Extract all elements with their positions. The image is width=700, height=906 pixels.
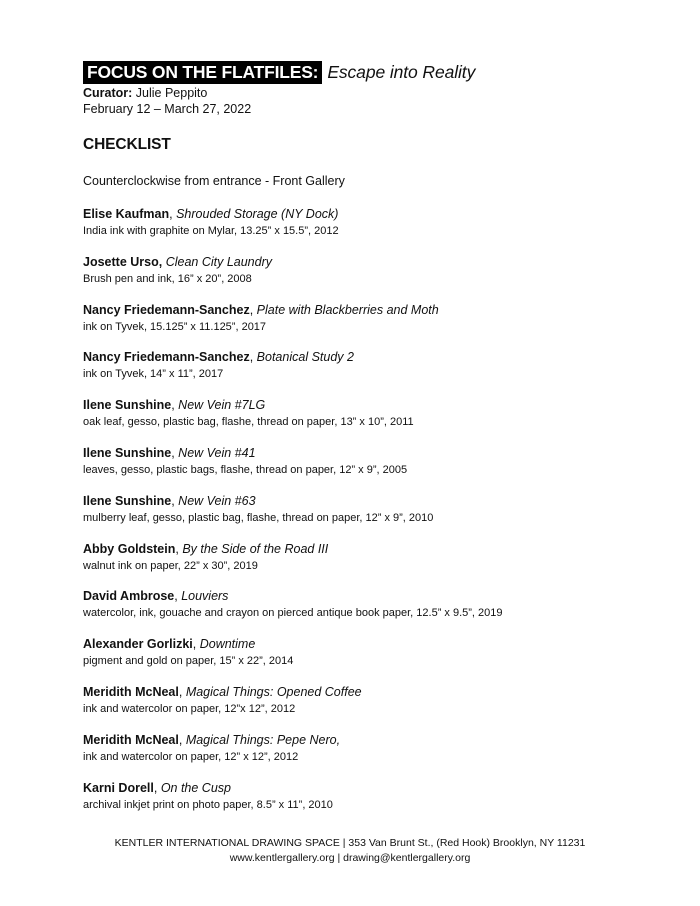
artwork-details: watercolor, ink, gouache and crayon on pierced antique book paper, 12.5” x 9.5”, 2019 xyxy=(83,607,503,619)
checklist-entry xyxy=(83,494,433,525)
artwork-details: mulberry leaf, gesso, plastic bag, flashe, thread on paper, 12” x 9”, 2010 xyxy=(83,512,434,524)
checklist-entry xyxy=(83,733,340,764)
entry-heading xyxy=(83,207,339,222)
separator: , xyxy=(171,446,179,460)
checklist-entry xyxy=(83,350,354,381)
separator: , xyxy=(169,207,177,221)
artwork-title: Plate with Blackberries and Moth xyxy=(256,303,439,317)
checklist-heading: CHECKLIST xyxy=(83,136,171,153)
entry-heading xyxy=(83,781,333,796)
separator: , xyxy=(192,637,200,651)
exhibition-subtitle: Escape into Reality xyxy=(327,62,476,82)
artist-name: Meridith McNeal xyxy=(83,685,179,699)
entry-heading xyxy=(83,446,407,461)
artist-name: Ilene Sunshine xyxy=(83,446,172,460)
entry-heading xyxy=(83,350,354,365)
separator: , xyxy=(249,303,257,317)
checklist-entry xyxy=(83,685,362,716)
artist-name: Abby Goldstein xyxy=(83,542,176,556)
exhibition-dates: February 12 – March 27, 2022 xyxy=(83,102,252,116)
entry-heading xyxy=(83,255,272,270)
footer-address: KENTLER INTERNATIONAL DRAWING SPACE | 353 Van Brunt St., (Red Hook) Brooklyn, NY 11231 xyxy=(114,837,586,849)
artwork-details: pigment and gold on paper, 15” x 22”, 2014 xyxy=(83,655,294,667)
separator: , xyxy=(171,398,179,412)
artist-name: Meridith McNeal xyxy=(83,733,179,747)
separator: , xyxy=(249,350,257,364)
website-link[interactable]: www.kentlergallery.org xyxy=(229,852,335,864)
curator-label: Curator: xyxy=(83,86,133,100)
entry-heading xyxy=(83,733,340,748)
artist-name: Alexander Gorlizki xyxy=(83,637,193,651)
separator: , xyxy=(174,589,182,603)
artwork-details: ink on Tyvek, 15.125” x 11.125”, 2017 xyxy=(83,321,267,333)
checklist-entry xyxy=(83,589,503,620)
artwork-details: archival inkjet print on photo paper, 8.5” x 11”, 2010 xyxy=(83,799,333,811)
artwork-title: Downtime xyxy=(199,637,256,651)
artist-name: David Ambrose xyxy=(83,589,175,603)
artist-name: Ilene Sunshine xyxy=(83,494,172,508)
artwork-title: By the Side of the Road III xyxy=(182,542,329,556)
exhibition-title-boxed: FOCUS ON THE FLATFILES: xyxy=(83,61,322,84)
artwork-title: New Vein #63 xyxy=(178,494,256,508)
artist-name: Nancy Friedemann-Sanchez xyxy=(83,350,250,364)
artwork-title: New Vein #7LG xyxy=(178,398,266,412)
artwork-title: New Vein #41 xyxy=(178,446,256,460)
checklist-entry xyxy=(83,207,339,238)
entry-heading xyxy=(83,589,503,604)
artwork-title: On the Cusp xyxy=(160,781,231,795)
separator: , xyxy=(178,685,186,699)
checklist-entry xyxy=(83,398,414,429)
entry-heading xyxy=(83,398,414,413)
checklist-entry xyxy=(83,303,439,334)
artwork-details: Brush pen and ink, 16” x 20”, 2008 xyxy=(83,273,252,285)
checklist-entry xyxy=(83,637,293,668)
entry-heading xyxy=(83,637,293,652)
separator: , xyxy=(153,781,161,795)
section-label: Counterclockwise from entrance - Front Gallery xyxy=(83,174,345,188)
artist-name: Nancy Friedemann-Sanchez xyxy=(83,303,250,317)
artwork-details: ink and watercolor on paper, 12”x 12”, 2012 xyxy=(83,703,296,715)
artwork-details: ink and watercolor on paper, 12” x 12”, 2012 xyxy=(83,751,299,763)
artwork-details: ink on Tyvek, 14” x 11”, 2017 xyxy=(83,368,224,380)
checklist-entry xyxy=(83,255,272,286)
artwork-title: Magical Things: Pepe Nero, xyxy=(185,733,341,747)
artwork-title: Clean City Laundry xyxy=(165,255,272,269)
artwork-details: India ink with graphite on Mylar, 13.25” x 15.5”, 2012 xyxy=(83,225,339,237)
artwork-details: oak leaf, gesso, plastic bag, flashe, thread on paper, 13” x 10”, 2011 xyxy=(83,416,414,428)
artist-name: Karni Dorell xyxy=(83,781,154,795)
email-link[interactable]: drawing@kentlergallery.org xyxy=(343,852,471,864)
entry-heading xyxy=(83,542,328,557)
artwork-title: Botanical Study 2 xyxy=(256,350,354,364)
checklist-entry xyxy=(83,542,328,573)
entry-heading xyxy=(83,303,439,318)
artwork-title: Louviers xyxy=(181,589,229,603)
artwork-title: Shrouded Storage (NY Dock) xyxy=(176,207,339,221)
separator: , xyxy=(178,733,186,747)
artist-name: Ilene Sunshine xyxy=(83,398,172,412)
entry-heading xyxy=(83,494,433,509)
curator-name: Julie Peppito xyxy=(132,86,208,100)
footer-contact xyxy=(0,852,700,865)
entry-heading xyxy=(83,685,362,700)
checklist-entry xyxy=(83,446,407,477)
artwork-details: walnut ink on paper, 22” x 30”, 2019 xyxy=(83,560,258,572)
artist-name: Elise Kaufman xyxy=(83,207,170,221)
separator: , xyxy=(175,542,183,556)
checklist-entry xyxy=(83,781,333,812)
curator-line xyxy=(83,86,207,101)
artwork-details: leaves, gesso, plastic bags, flashe, thread on paper, 12” x 9”, 2005 xyxy=(83,464,408,476)
footer-divider: | xyxy=(334,852,344,864)
artwork-title: Magical Things: Opened Coffee xyxy=(185,685,362,699)
separator: , xyxy=(171,494,179,508)
artist-name: Josette Urso, xyxy=(83,255,163,269)
exhibition-title xyxy=(83,61,475,84)
